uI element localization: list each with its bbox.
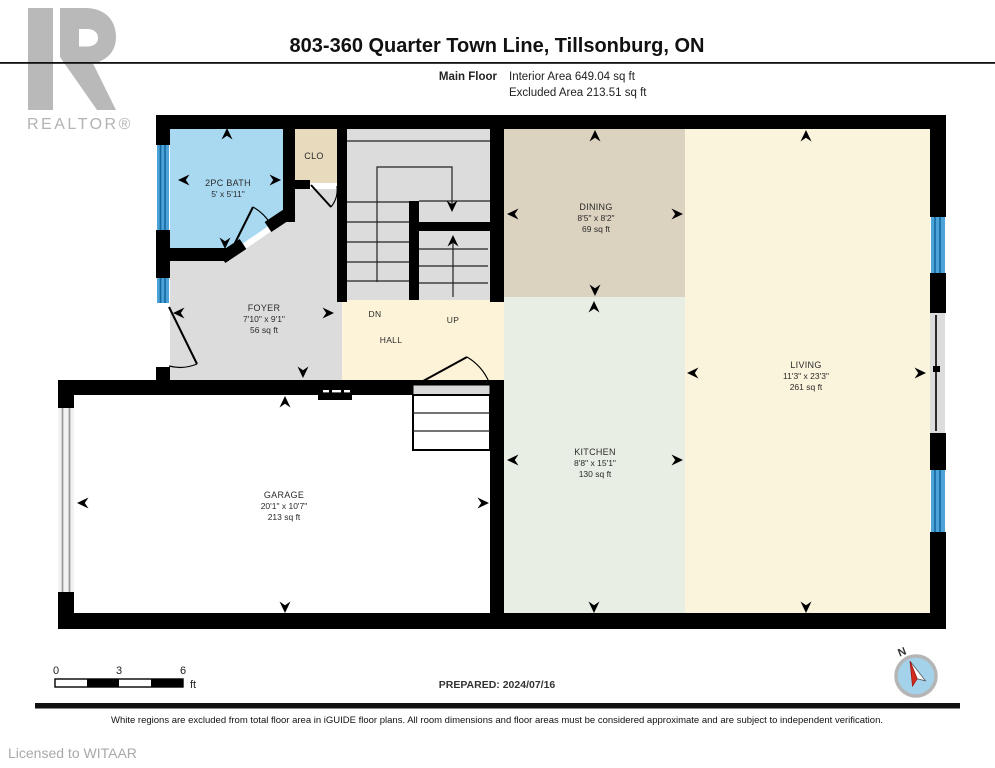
foyer-label: FOYER [247,303,281,313]
garage-staircase [413,385,490,450]
hall-area [342,300,504,383]
kitchen-dims: 8'8" x 15'1" [574,458,616,468]
scale-bar [53,665,196,691]
disclaimer-text: White regions are excluded from total floor area in iGUIDE floor plans. All room dimensions and floor areas must be considered approximate and are subject to independent verification. [110,715,884,726]
bath-dims: 5' x 5'11" [211,189,245,199]
living-label: LIVING [790,360,822,370]
dining-label: DINING [579,202,613,212]
scale-tick-6: 6 [179,665,187,677]
foyer-dims: 7'10" x 9'1" [243,314,285,324]
garage-area: 213 sq ft [267,512,301,522]
closet-label: CLO [304,151,324,161]
garage-door [58,408,74,592]
logo-r-bar [28,8,53,110]
foyer-area: 56 sq ft [250,325,278,335]
kitchen-label: KITCHEN [574,447,616,457]
bath-label: 2PC BATH [205,178,251,188]
prepared-date: PREPARED: 2024/07/16 [438,679,556,691]
dn-label: DN [368,309,382,319]
living-window-lower [931,470,945,532]
logo-r-body [60,8,116,110]
realtor-logo-text: REALTOR® [27,116,133,133]
living-area: 261 sq ft [789,382,823,392]
patio-door [930,313,945,433]
realtor-logo [27,8,133,133]
living-window-upper [931,217,945,273]
footer-divider [35,703,960,709]
bath-window [157,145,169,230]
compass-n-label: N [896,645,909,660]
plan-title: 803-360 Quarter Town Line, Tillsonburg, ON [289,35,705,57]
logo-r-counter [79,29,98,47]
interior-area-label: Interior Area 649.04 sq ft [509,71,635,83]
hall-label: HALL [379,335,403,345]
garage-dims: 20'1" x 10'7" [260,501,308,511]
living-dims: 11'3" x 23'3" [783,371,829,381]
dining-dims: 8'5" x 8'2" [577,213,615,223]
kitchen-area: 130 sq ft [578,469,612,479]
compass [896,643,936,696]
garage-label: GARAGE [263,490,305,500]
license-text: Licensed to WITAAR [8,745,137,761]
scale-tick-0: 0 [52,665,60,677]
title-divider [0,62,995,64]
utility-marker-icon [323,390,350,392]
foyer-window [157,278,169,303]
scale-unit: ft [190,679,197,691]
floor-label: Main Floor [438,71,497,83]
excluded-area-label: Excluded Area 213.51 sq ft [509,87,647,99]
scale-tick-3: 3 [115,665,123,677]
dining-area: 69 sq ft [582,224,610,234]
up-label: UP [446,315,460,325]
